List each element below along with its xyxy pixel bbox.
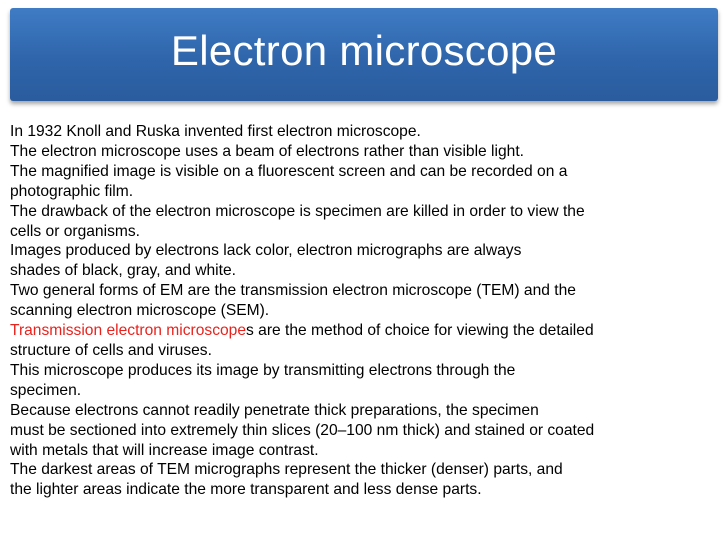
- body-line: The darkest areas of TEM micrographs represent the thicker (denser) parts, and: [10, 461, 563, 479]
- body-line: photographic film.: [10, 182, 134, 200]
- highlighted-body-line: [10, 321, 718, 341]
- body-line: This microscope produces its image by transmitting electrons through the: [10, 361, 516, 379]
- body-line: shades of black, gray, and white.: [10, 262, 236, 280]
- highlighted-line-rest: s are the method of choice for viewing the detailed: [246, 322, 594, 340]
- body-line: structure of cells and viruses.: [10, 341, 212, 359]
- title-banner: [10, 8, 718, 101]
- body-line: with metals that will increase image contrast.: [10, 441, 319, 459]
- body-line: Because electrons cannot readily penetrate thick preparations, the specimen: [10, 401, 539, 419]
- body-line: The electron microscope uses a beam of electrons rather than visible light.: [10, 142, 524, 160]
- highlighted-term: Transmission electron microscope: [10, 322, 247, 340]
- body-line: Two general forms of EM are the transmission electron microscope (TEM) and the: [10, 282, 576, 300]
- body-line: the lighter areas indicate the more transparent and less dense parts.: [10, 481, 482, 499]
- body-line: The drawback of the electron microscope is specimen are killed in order to view the: [10, 202, 585, 220]
- body-line: The magnified image is visible on a fluorescent screen and can be recorded on a: [10, 162, 568, 180]
- body-line: Images produced by electrons lack color, electron micrographs are always: [10, 242, 522, 260]
- slide-title: Electron microscope: [170, 26, 558, 74]
- body-line: In 1932 Knoll and Ruska invented first electron microscope.: [10, 123, 421, 140]
- body-line: cells or organisms.: [10, 222, 140, 240]
- body-line: must be sectioned into extremely thin slices (20–100 nm thick) and stained or coated: [10, 421, 595, 439]
- body-line: scanning electron microscope (SEM).: [10, 302, 270, 320]
- slide-body: [10, 122, 718, 500]
- body-line: specimen.: [10, 381, 82, 399]
